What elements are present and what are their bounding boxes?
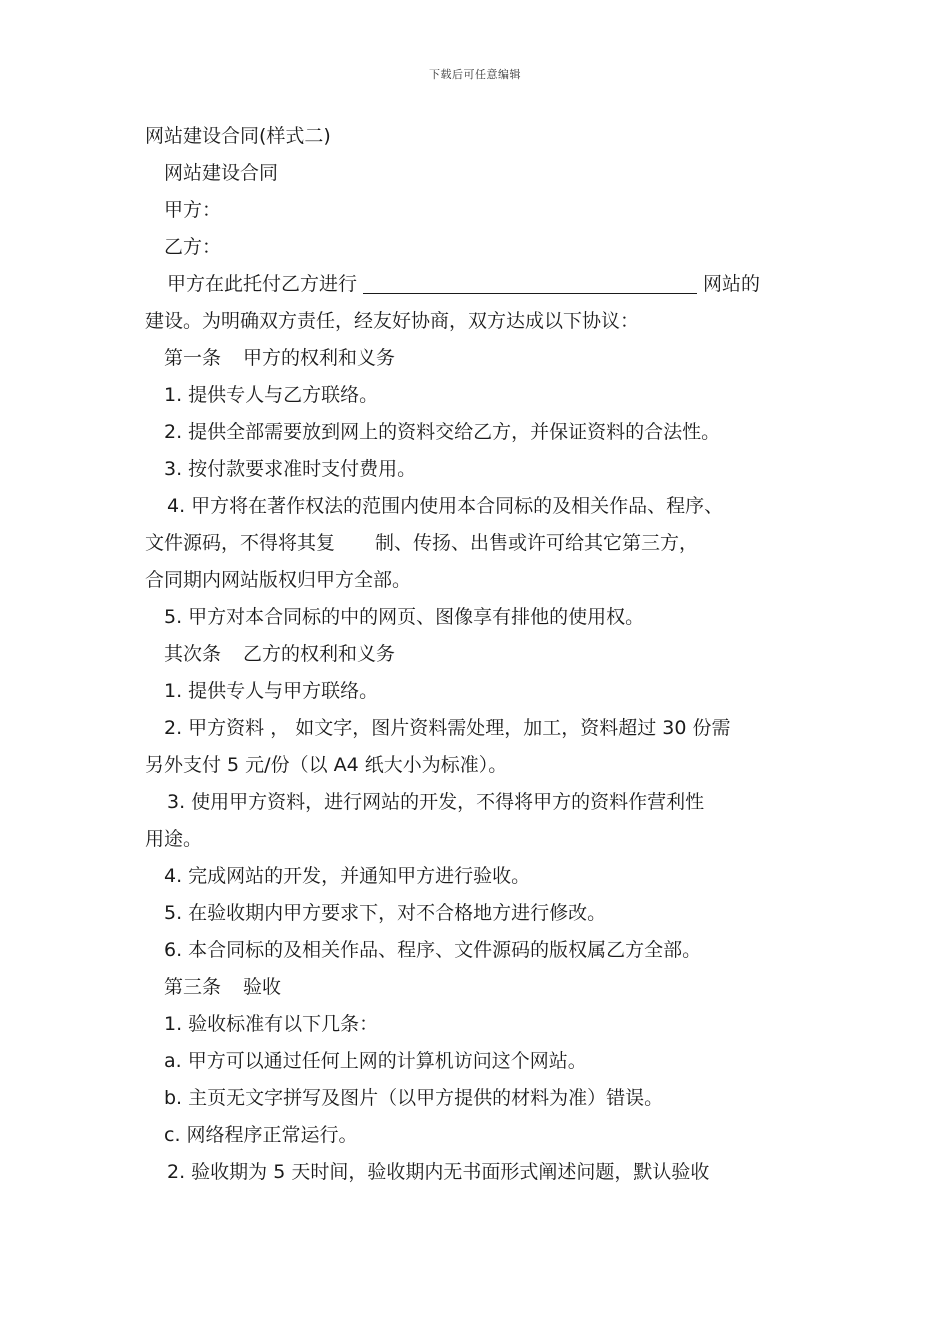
article-2-item-1: 1. 提供专人与甲方联络。 [164, 680, 379, 702]
article-3-item-b: b. 主页无文字拼写及图片（以甲方提供的材料为准）错误。 [164, 1087, 664, 1109]
intro-continuation: 建设。为明确双方责任，经友好协商，双方达成以下协议： [145, 310, 640, 332]
article-2-item-4: 4. 完成网站的开发，并通知甲方进行验收。 [164, 865, 531, 887]
article-1-heading [145, 340, 815, 377]
article-2-item-6: 6. 本合同标的及相关作品、程序、文件源码的版权属乙方全部。 [164, 939, 702, 961]
document-title: 网站建设合同(样式二) [145, 125, 331, 147]
article-3-item-a: a. 甲方可以通过任何上网的计算机访问这个网站。 [164, 1050, 587, 1072]
article-3-heading [145, 969, 815, 1006]
article-1-item-1: 1. 提供专人与乙方联络。 [164, 384, 379, 406]
article-3-item-c: c. 网络程序正常运行。 [164, 1124, 358, 1146]
intro-text-before: 甲方在此托付乙方进行 [167, 273, 358, 295]
article-1-number: 第一条 [164, 347, 222, 369]
article-1-item-4-end: 合同期内网站版权归甲方全部。 [145, 569, 412, 591]
page-header-note: 下载后可任意编辑 [429, 68, 521, 81]
article-2-title: 乙方的权利和义务 [243, 643, 396, 665]
article-3-item-2: 2. 验收期为 5 天时间，验收期内无书面形式阐述问题，默认验收 [167, 1161, 710, 1183]
article-2-item-2-cont: 另外支付 5 元/份（以 A4 纸大小为标准）。 [145, 754, 508, 776]
article-3-number: 第三条 [164, 976, 222, 998]
party-a-label: 甲方： [164, 199, 222, 221]
article-2-item-3-cont: 用途。 [145, 828, 203, 850]
article-1-title: 甲方的权利和义务 [243, 347, 396, 369]
party-b-label: 乙方： [164, 236, 222, 258]
intro-line [145, 266, 815, 303]
article-1-item-4-cont-a: 文件源码，不得将其复 [145, 532, 336, 554]
article-2-number: 其次条 [164, 643, 222, 665]
article-1-item-5: 5. 甲方对本合同标的中的网页、图像享有排他的使用权。 [164, 606, 645, 628]
article-3-title: 验收 [243, 976, 282, 998]
article-2-item-3: 3. 使用甲方资料，进行网站的开发，不得将甲方的资料作营利性 [167, 791, 705, 813]
article-1-item-4: 4. 甲方将在著作权法的范围内使用本合同标的及相关作品、程序、 [167, 495, 724, 517]
article-2-item-5: 5. 在验收期内甲方要求下，对不合格地方进行修改。 [164, 902, 607, 924]
article-2-item-2: 2. 甲方资料 ， 如文字，图片资料需处理，加工，资料超过 30 份需 [164, 717, 731, 739]
website-name-blank [363, 273, 697, 294]
intro-text-after: 网站的 [703, 273, 761, 295]
article-1-item-3: 3. 按付款要求准时支付费用。 [164, 458, 417, 480]
contract-heading: 网站建设合同 [164, 162, 279, 184]
article-3-item-1: 1. 验收标准有以下几条： [164, 1013, 379, 1035]
article-1-item-4-cont [145, 525, 815, 562]
article-1-item-4-cont-b: 制、传扬、出售或许可给其它第三方， [375, 532, 699, 554]
article-1-item-2: 2. 提供全部需要放到网上的资料交给乙方，并保证资料的合法性。 [164, 421, 721, 443]
article-2-heading [145, 636, 815, 673]
contract-document [145, 118, 815, 1191]
